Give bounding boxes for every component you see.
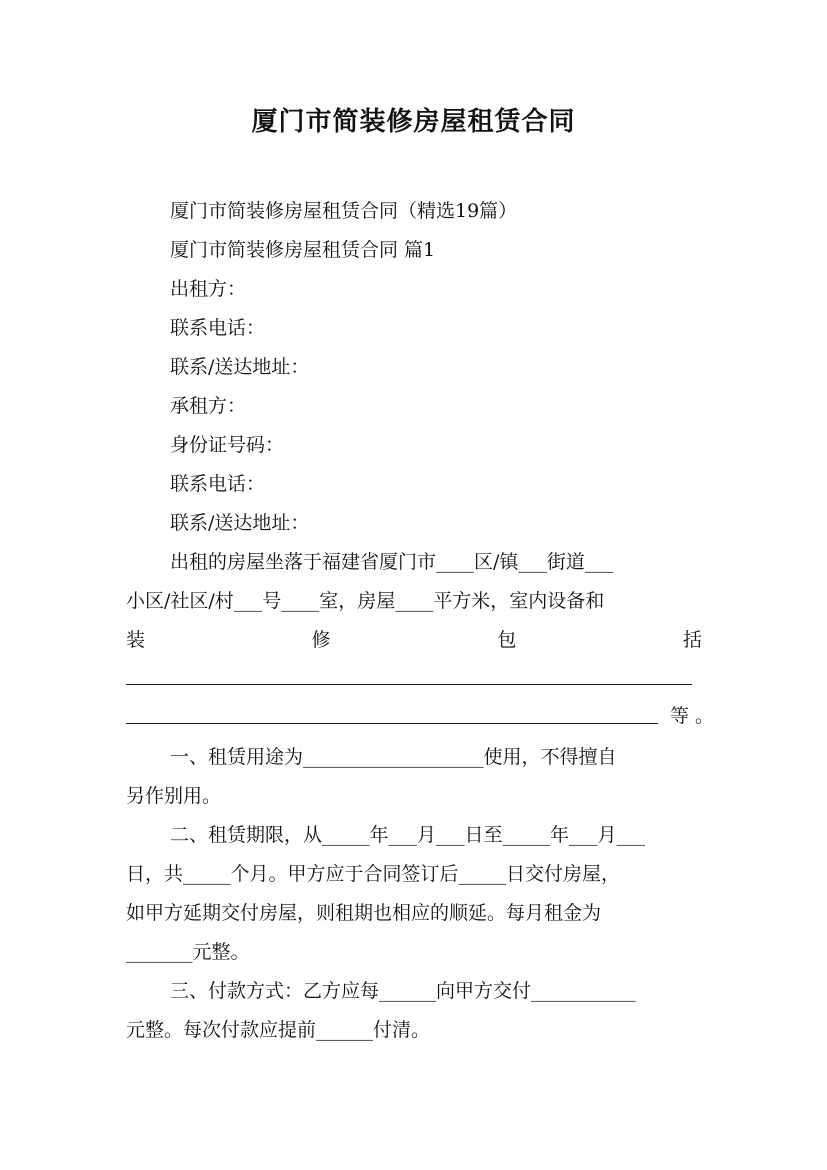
lessee-phone-label: 联系电话： [170,473,266,495]
spread-char: 包 [497,629,517,651]
lessee-label: 承租方： [170,395,247,417]
clause-2-line-1: 二、租赁期限，从_____年___月___日至_____年___月___ [170,824,646,846]
decoration-spread [126,627,702,653]
subtitle-line: 厦门市简装修房屋租赁合同（精选19篇） [170,200,518,222]
clause-2-line-3: 如甲方延期交付房屋，则租期也相应的顺延。每月租金为 [126,902,602,924]
spread-char: 装 [126,629,146,651]
decoration-blank-line-2 [126,723,658,724]
lessor-phone-label: 联系电话： [170,317,266,339]
lessor-address-label: 联系/送达地址： [170,356,310,378]
clause-2-line-2: 日，共_____个月。甲方应于合同签订后_____日交付房屋， [126,863,621,885]
clause-2-line-4: _______元整。 [126,941,250,963]
clause-1-line-1: 一、租赁用途为___________________使用，不得擅自 [170,746,617,768]
spread-char: 括 [682,629,702,651]
document-title: 厦门市简装修房屋租赁合同 [251,107,576,137]
property-location-line: 出租的房屋坐落于福建省厦门市____区/镇___街道___ [170,551,614,573]
decoration-line [126,627,706,653]
property-detail-line: 小区/社区/村___号____室，房屋____平方米，室内设备和 [126,590,605,612]
section-heading: 厦门市简装修房屋租赁合同 篇1 [170,239,436,261]
lessee-address-label: 联系/送达地址： [170,512,310,534]
clause-1-line-2: 另作别用。 [126,785,222,807]
decoration-end-text: 等 。 [670,705,715,727]
decoration-blank-line-1 [126,684,692,685]
clause-3-line-2: 元整。每次付款应提前______付清。 [126,1019,431,1041]
clause-3-line-1: 三、付款方式：乙方应每______向甲方交付___________ [170,980,636,1002]
lessee-id-label: 身份证号码： [170,434,285,456]
spread-char: 修 [311,629,331,651]
lessor-label: 出租方： [170,278,247,300]
